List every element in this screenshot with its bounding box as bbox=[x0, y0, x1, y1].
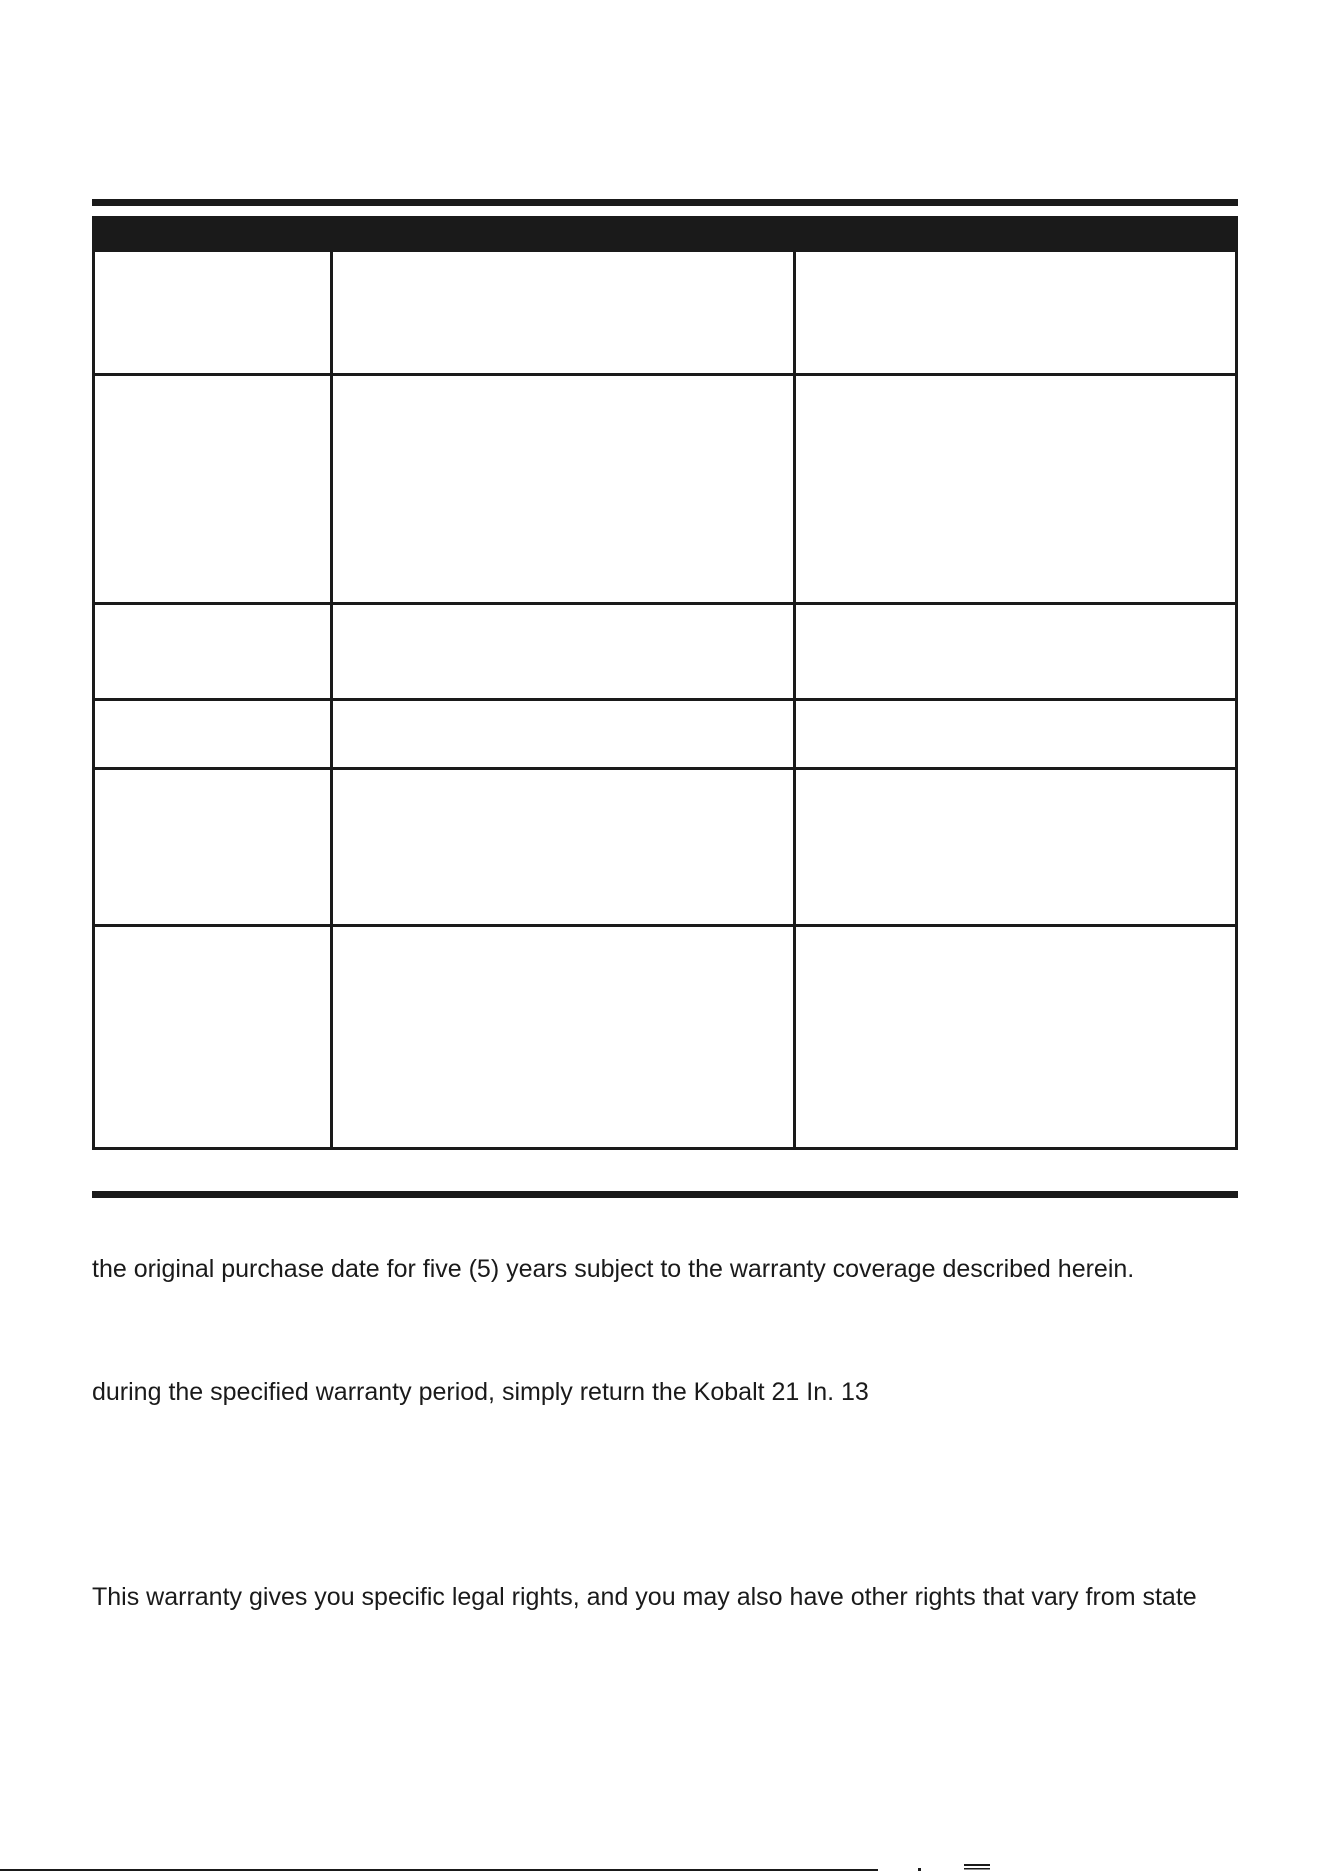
table-header-bar bbox=[92, 216, 1238, 252]
row-divider bbox=[95, 767, 1235, 770]
row-divider bbox=[95, 698, 1235, 701]
troubleshooting-table bbox=[92, 216, 1238, 1150]
warranty-paragraph: the original purchase date for five (5) years subject to the warranty coverage described herein. bbox=[92, 1255, 1135, 1283]
bottom-divider-rule bbox=[92, 1191, 1238, 1198]
row-divider bbox=[95, 373, 1235, 376]
warranty-paragraph: during the specified warranty period, simply return the Kobalt 21 In. 13 bbox=[92, 1378, 869, 1406]
warranty-paragraph: This warranty gives you specific legal rights, and you may also have other rights that vary from state bbox=[92, 1583, 1197, 1611]
row-divider bbox=[95, 924, 1235, 927]
row-divider bbox=[95, 602, 1235, 605]
footer-artifact bbox=[912, 1862, 1002, 1872]
top-divider-rule bbox=[92, 199, 1238, 206]
footer-line bbox=[0, 1869, 878, 1871]
